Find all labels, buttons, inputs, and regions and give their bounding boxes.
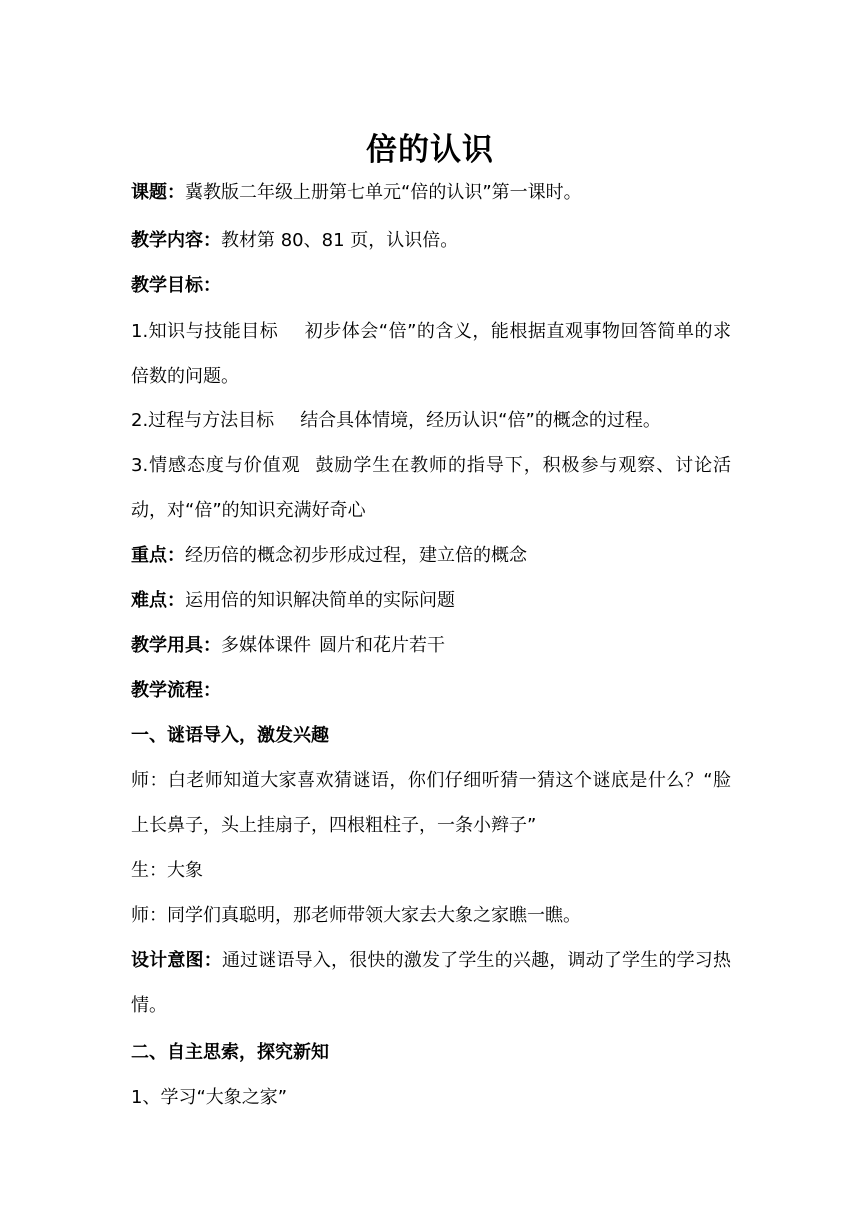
objective-heading-1: 1.知识与技能目标 bbox=[131, 321, 279, 342]
course-text: 冀教版二年级上册第七单元“倍的认识”第一课时。 bbox=[185, 182, 582, 203]
dialogue-teacher-1: 师：白老师知道大家喜欢猜谜语，你们仔细听猜一猜这个谜底是什么？“脸上长鼻子，头上挂扇子，四根粗柱子，一条小辫子” bbox=[131, 770, 731, 836]
course-line bbox=[131, 170, 731, 215]
design-intent-text: 通过谜语导入，很快的激发了学生的兴趣，调动了学生的学习热情。 bbox=[131, 950, 731, 1016]
content-line bbox=[131, 218, 731, 263]
objective-item-3 bbox=[131, 443, 731, 533]
key-point-text: 经历倍的概念初步形成过程，建立倍的概念 bbox=[185, 545, 527, 566]
key-point-line bbox=[131, 533, 731, 578]
tools-label: 教学用具： bbox=[131, 635, 221, 656]
section2-heading: 二、自主思索，探究新知 bbox=[131, 1042, 329, 1063]
objective-heading-3: 3.情感态度与价值观 bbox=[131, 455, 301, 476]
objective-text-2: 结合具体情境，经历认识“倍”的概念的过程。 bbox=[300, 410, 661, 431]
design-intent bbox=[131, 938, 731, 1028]
dialogue-student-1: 生：大象 bbox=[131, 860, 203, 881]
objective-item-2 bbox=[131, 398, 731, 443]
objectives-label: 教学目标： bbox=[131, 275, 221, 296]
tools-line bbox=[131, 623, 731, 668]
objective-heading-2: 2.过程与方法目标 bbox=[131, 410, 275, 431]
process-label: 教学流程： bbox=[131, 680, 221, 701]
course-label: 课题： bbox=[131, 182, 185, 203]
difficulty-line bbox=[131, 578, 731, 623]
objective-text-3: 鼓励学生在教师的指导下，积极参与观察、讨论活动，对“倍”的知识充满好奇心 bbox=[131, 455, 731, 521]
content-text: 教材第 80、81 页，认识倍。 bbox=[221, 230, 459, 251]
design-intent-label: 设计意图： bbox=[131, 950, 222, 971]
section2-subheading-1: 1、学习“大象之家” bbox=[131, 1087, 288, 1108]
tools-item-1: 多媒体课件 bbox=[221, 635, 311, 656]
difficulty-text: 运用倍的知识解决简单的实际问题 bbox=[185, 590, 455, 611]
content-label: 教学内容： bbox=[131, 230, 221, 251]
dialogue-teacher-2: 师：同学们真聪明，那老师带领大家去大象之家瞧一瞧。 bbox=[131, 905, 581, 926]
objective-item-1 bbox=[131, 309, 731, 399]
document-title: 倍的认识 bbox=[366, 132, 494, 168]
key-point-label: 重点： bbox=[131, 545, 185, 566]
section1-heading: 一、谜语导入，激发兴趣 bbox=[131, 725, 329, 746]
difficulty-label: 难点： bbox=[131, 590, 185, 611]
tools-item-2: 圆片和花片若干 bbox=[319, 635, 445, 656]
objective-text-1: 初步体会“倍”的含义，能根据直观事物回答简单的求倍数的问题。 bbox=[131, 321, 731, 387]
